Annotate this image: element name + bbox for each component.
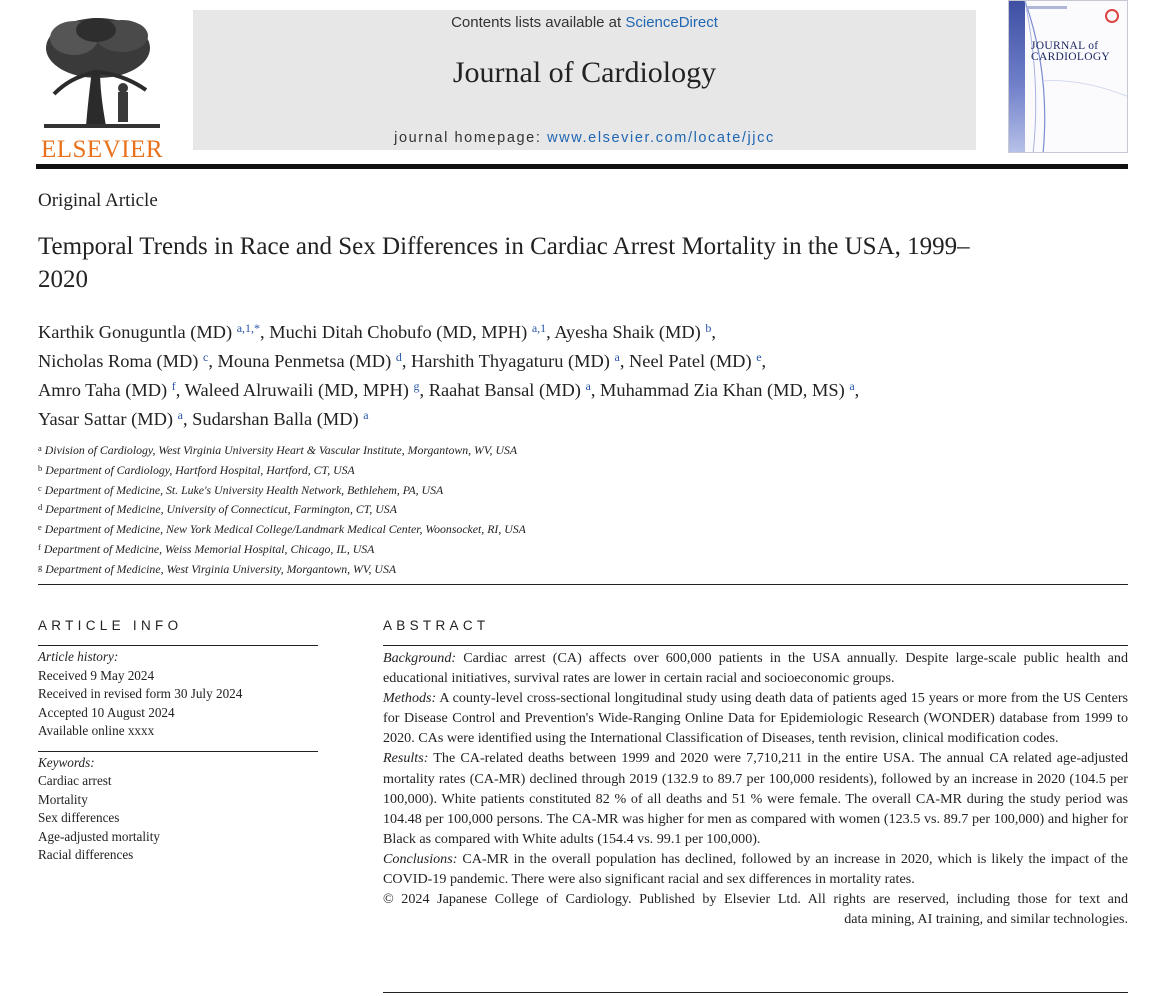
affiliation-list (38, 440, 738, 579)
cover-tiny-text (1027, 6, 1067, 9)
author-separator: , (182, 409, 193, 429)
journal-banner (193, 10, 976, 150)
cover-title (1031, 41, 1127, 63)
author-affiliation-marker[interactable]: c (203, 350, 209, 364)
affiliation-text: Department of Medicine, St. Luke's University Health Network, Bethlehem, PA, USA (44, 482, 444, 497)
author-affiliation-marker[interactable]: a (849, 379, 855, 393)
keyword-list (38, 772, 318, 865)
author-name: Mouna Penmetsa (MD) (217, 351, 392, 371)
author-affiliation-marker[interactable]: a (177, 408, 183, 422)
author[interactable] (269, 322, 546, 342)
copyright-line1: © 2024 Japanese College of Cardiology. Published by Elsevier Ltd. All rights are reserved, including those for text and (383, 891, 1128, 908)
journal-cover-thumbnail[interactable] (1008, 0, 1128, 153)
author-separator: , (619, 351, 630, 371)
abstract-section-label: Conclusions: (383, 850, 458, 867)
author-name: Muhammad Zia Khan (MD, MS) (600, 380, 845, 400)
author[interactable] (218, 351, 402, 371)
article-info-heading: ARTICLE INFO (38, 618, 183, 633)
author-separator: , (761, 351, 767, 371)
bottom-rule (383, 992, 1128, 993)
author[interactable] (600, 380, 855, 400)
contents-line (193, 14, 976, 31)
author[interactable] (192, 409, 368, 429)
author-name: Amro Taha (MD) (38, 380, 168, 400)
homepage-prefix: journal homepage: (394, 130, 548, 146)
author-name: Raahat Bansal (MD) (428, 380, 581, 400)
abstract-heading: ABSTRACT (383, 618, 490, 633)
affiliation-text: Department of Cardiology, Hartford Hospital, Hartford, CT, USA (45, 462, 355, 477)
affiliation-text: Department of Medicine, Weiss Memorial Hospital, Chicago, IL, USA (43, 541, 375, 556)
author-affiliation-marker[interactable]: a (585, 379, 591, 393)
author[interactable] (38, 322, 260, 342)
author-name: Harshith Thyagaturu (MD) (411, 351, 610, 371)
affiliation (38, 460, 738, 480)
author-name: Neel Patel (MD) (629, 351, 752, 371)
abstract-section-label: Results: (383, 750, 429, 767)
keyword-item: Mortality (38, 791, 88, 807)
section-divider (38, 584, 1128, 585)
author-name: Ayesha Shaik (MD) (554, 322, 701, 342)
affiliation (38, 440, 738, 460)
author-affiliation-marker[interactable]: e (756, 350, 762, 364)
author-name: Muchi Ditah Chobufo (MD, MPH) (269, 322, 528, 342)
author-affiliation-marker[interactable]: g (413, 379, 420, 393)
author[interactable] (429, 380, 591, 400)
author-affiliation-marker[interactable]: d (395, 350, 402, 364)
abstract-section (383, 688, 1128, 748)
sciencedirect-link[interactable]: ScienceDirect (625, 14, 718, 31)
cover-society-icon (1105, 9, 1119, 23)
affiliation-key: e (38, 522, 42, 533)
history-item: Received in revised form 30 July 2024 (38, 686, 243, 701)
affiliation-text: Department of Medicine, New York Medical College/Landmark Medical Center, Woonsocket, RI, USA (44, 522, 526, 537)
abstract-section (383, 748, 1128, 848)
affiliation-key: f (38, 541, 41, 552)
author-separator: , (208, 351, 218, 371)
article-type: Original Article (38, 190, 158, 211)
homepage-link[interactable]: www.elsevier.com/locate/jjcc (547, 130, 775, 146)
author-separator: , (590, 380, 601, 400)
author-separator: , (260, 322, 270, 342)
author-name: Sudarshan Balla (MD) (192, 409, 359, 429)
affiliation (38, 539, 738, 559)
author[interactable] (554, 322, 711, 342)
affiliation-key: d (38, 502, 43, 513)
abstract-section (383, 648, 1128, 688)
author-affiliation-marker[interactable]: a (614, 350, 620, 364)
author[interactable] (38, 380, 176, 400)
article-history-list (38, 667, 318, 741)
abstract-section-label: Methods: (383, 690, 437, 707)
author-affiliation-marker[interactable]: f (171, 379, 176, 393)
cover-curve-icon (1009, 1, 1128, 153)
affiliation-key: b (38, 462, 43, 473)
elsevier-tree-icon (36, 14, 168, 132)
cover-title-line2: CARDIOLOGY (1031, 51, 1111, 63)
author-affiliation-marker[interactable]: a,1 (531, 321, 547, 335)
affiliation-key: c (38, 482, 42, 493)
affiliation (38, 499, 738, 519)
copyright (383, 889, 1128, 929)
keywords-label: Keywords: (38, 754, 95, 770)
author[interactable] (629, 351, 762, 371)
author-affiliation-marker[interactable]: b (705, 321, 712, 335)
author-name: Waleed Alruwaili (MD, MPH) (184, 380, 409, 400)
abstract-section-label: Background: (383, 650, 457, 666)
contents-prefix: Contents lists available at (451, 14, 626, 31)
keyword-item: Sex differences (38, 810, 120, 825)
abstract-body (383, 646, 1128, 889)
keyword-item: Racial differences (38, 847, 134, 862)
author-affiliation-marker[interactable]: a (363, 408, 369, 422)
cover-title-line1: JOURNAL of (1031, 40, 1099, 52)
affiliation-text: Department of Medicine, West Virginia University, Morgantown, WV, USA (45, 561, 397, 576)
article-title: Temporal Trends in Race and Sex Differences in Cardiac Arrest Mortality in the USA, 1999–2020 (38, 233, 970, 293)
copyright-line2: data mining, AI training, and similar technologies. (844, 911, 1128, 928)
affiliation-text: Division of Cardiology, West Virginia University Heart & Vascular Institute, Morgantown, WV, USA (44, 443, 518, 457)
author-separator: , (854, 380, 860, 400)
keyword-item: Cardiac arrest (38, 773, 112, 788)
author-name: Yasar Sattar (MD) (38, 409, 174, 429)
author-separator: , (401, 351, 412, 371)
article-history-label: Article history: (38, 649, 119, 664)
author[interactable] (38, 409, 183, 429)
author[interactable] (411, 351, 620, 371)
author-separator: , (175, 380, 185, 400)
author[interactable] (185, 380, 420, 400)
article-info (38, 618, 318, 865)
affiliation-key: g (38, 561, 43, 572)
author[interactable] (38, 351, 208, 371)
history-item: Accepted 10 August 2024 (38, 704, 175, 720)
affiliation-key: a (38, 443, 42, 453)
affiliation (38, 519, 738, 539)
affiliation (38, 480, 738, 500)
keywords (38, 752, 318, 865)
abstract-section-text: Cardiac arrest (CA) affects over 600,000 patients in the USA annually. Despite large-scale public health and educational initiatives, survival rates are lower in certain racial and socioeconomic groups. (383, 650, 1128, 687)
abstract-section (383, 849, 1128, 889)
author-separator: , (419, 380, 429, 400)
abstract-section-text: CA-MR in the overall population has declined, followed by an increase in 2020, which is likely the impact of the COVID-19 pandemic. There were also significant racial and sex differences in mortality rates. (383, 850, 1128, 888)
homepage-line (193, 130, 976, 146)
author-name: Karthik Gonuguntla (MD) (38, 322, 233, 342)
article-history (38, 646, 318, 741)
header-rule (36, 164, 1128, 169)
abstract (383, 618, 1128, 929)
elsevier-logo[interactable] (36, 14, 168, 163)
history-item: Available online xxxx (38, 723, 155, 738)
author-affiliation-marker[interactable]: a,1,* (236, 321, 261, 335)
affiliation (38, 559, 738, 579)
author-separator: , (546, 322, 555, 342)
author-name: Nicholas Roma (MD) (38, 351, 199, 371)
history-item: Received 9 May 2024 (38, 667, 155, 683)
abstract-section-text: The CA-related deaths between 1999 and 2020 were 7,710,211 in the entire USA. The annual CA related age-adjusted mortality rates (CA-MR) declined through 2019 (132.9 to 89.7 per 100,000 residents), followed by an increase in 2020 (104.5 per 100,000). White patients constituted 82 % of all deaths and 51 % were female. The overall CA-MR during the study period was 104.48 per 100,000 persons. The CA-MR was higher for men as compared with women (123.5 vs. 89.7 per 100,000) and higher for Black as compared with White adults (154.4 vs. 99.1 per 100,000). (383, 750, 1128, 847)
author-separator: , (711, 322, 716, 342)
elsevier-wordmark: ELSEVIER (40, 136, 164, 163)
abstract-section-text: A county-level cross-sectional longitudinal study using death data of patients aged 15 years or more from the US Centers for Disease Control and Prevention's Wide-Ranging Online Data for Epidemiologic Research (WONDER) database from 1999 to 2020. CAs were identified using the International Classification of Diseases, tenth revision, clinical modification codes. (383, 690, 1128, 747)
keyword-item: Age-adjusted mortality (38, 828, 160, 844)
journal-title: Journal of Cardiology (452, 56, 717, 89)
affiliation-text: Department of Medicine, University of Connecticut, Farmington, CT, USA (45, 502, 397, 517)
author-list (38, 318, 1138, 434)
